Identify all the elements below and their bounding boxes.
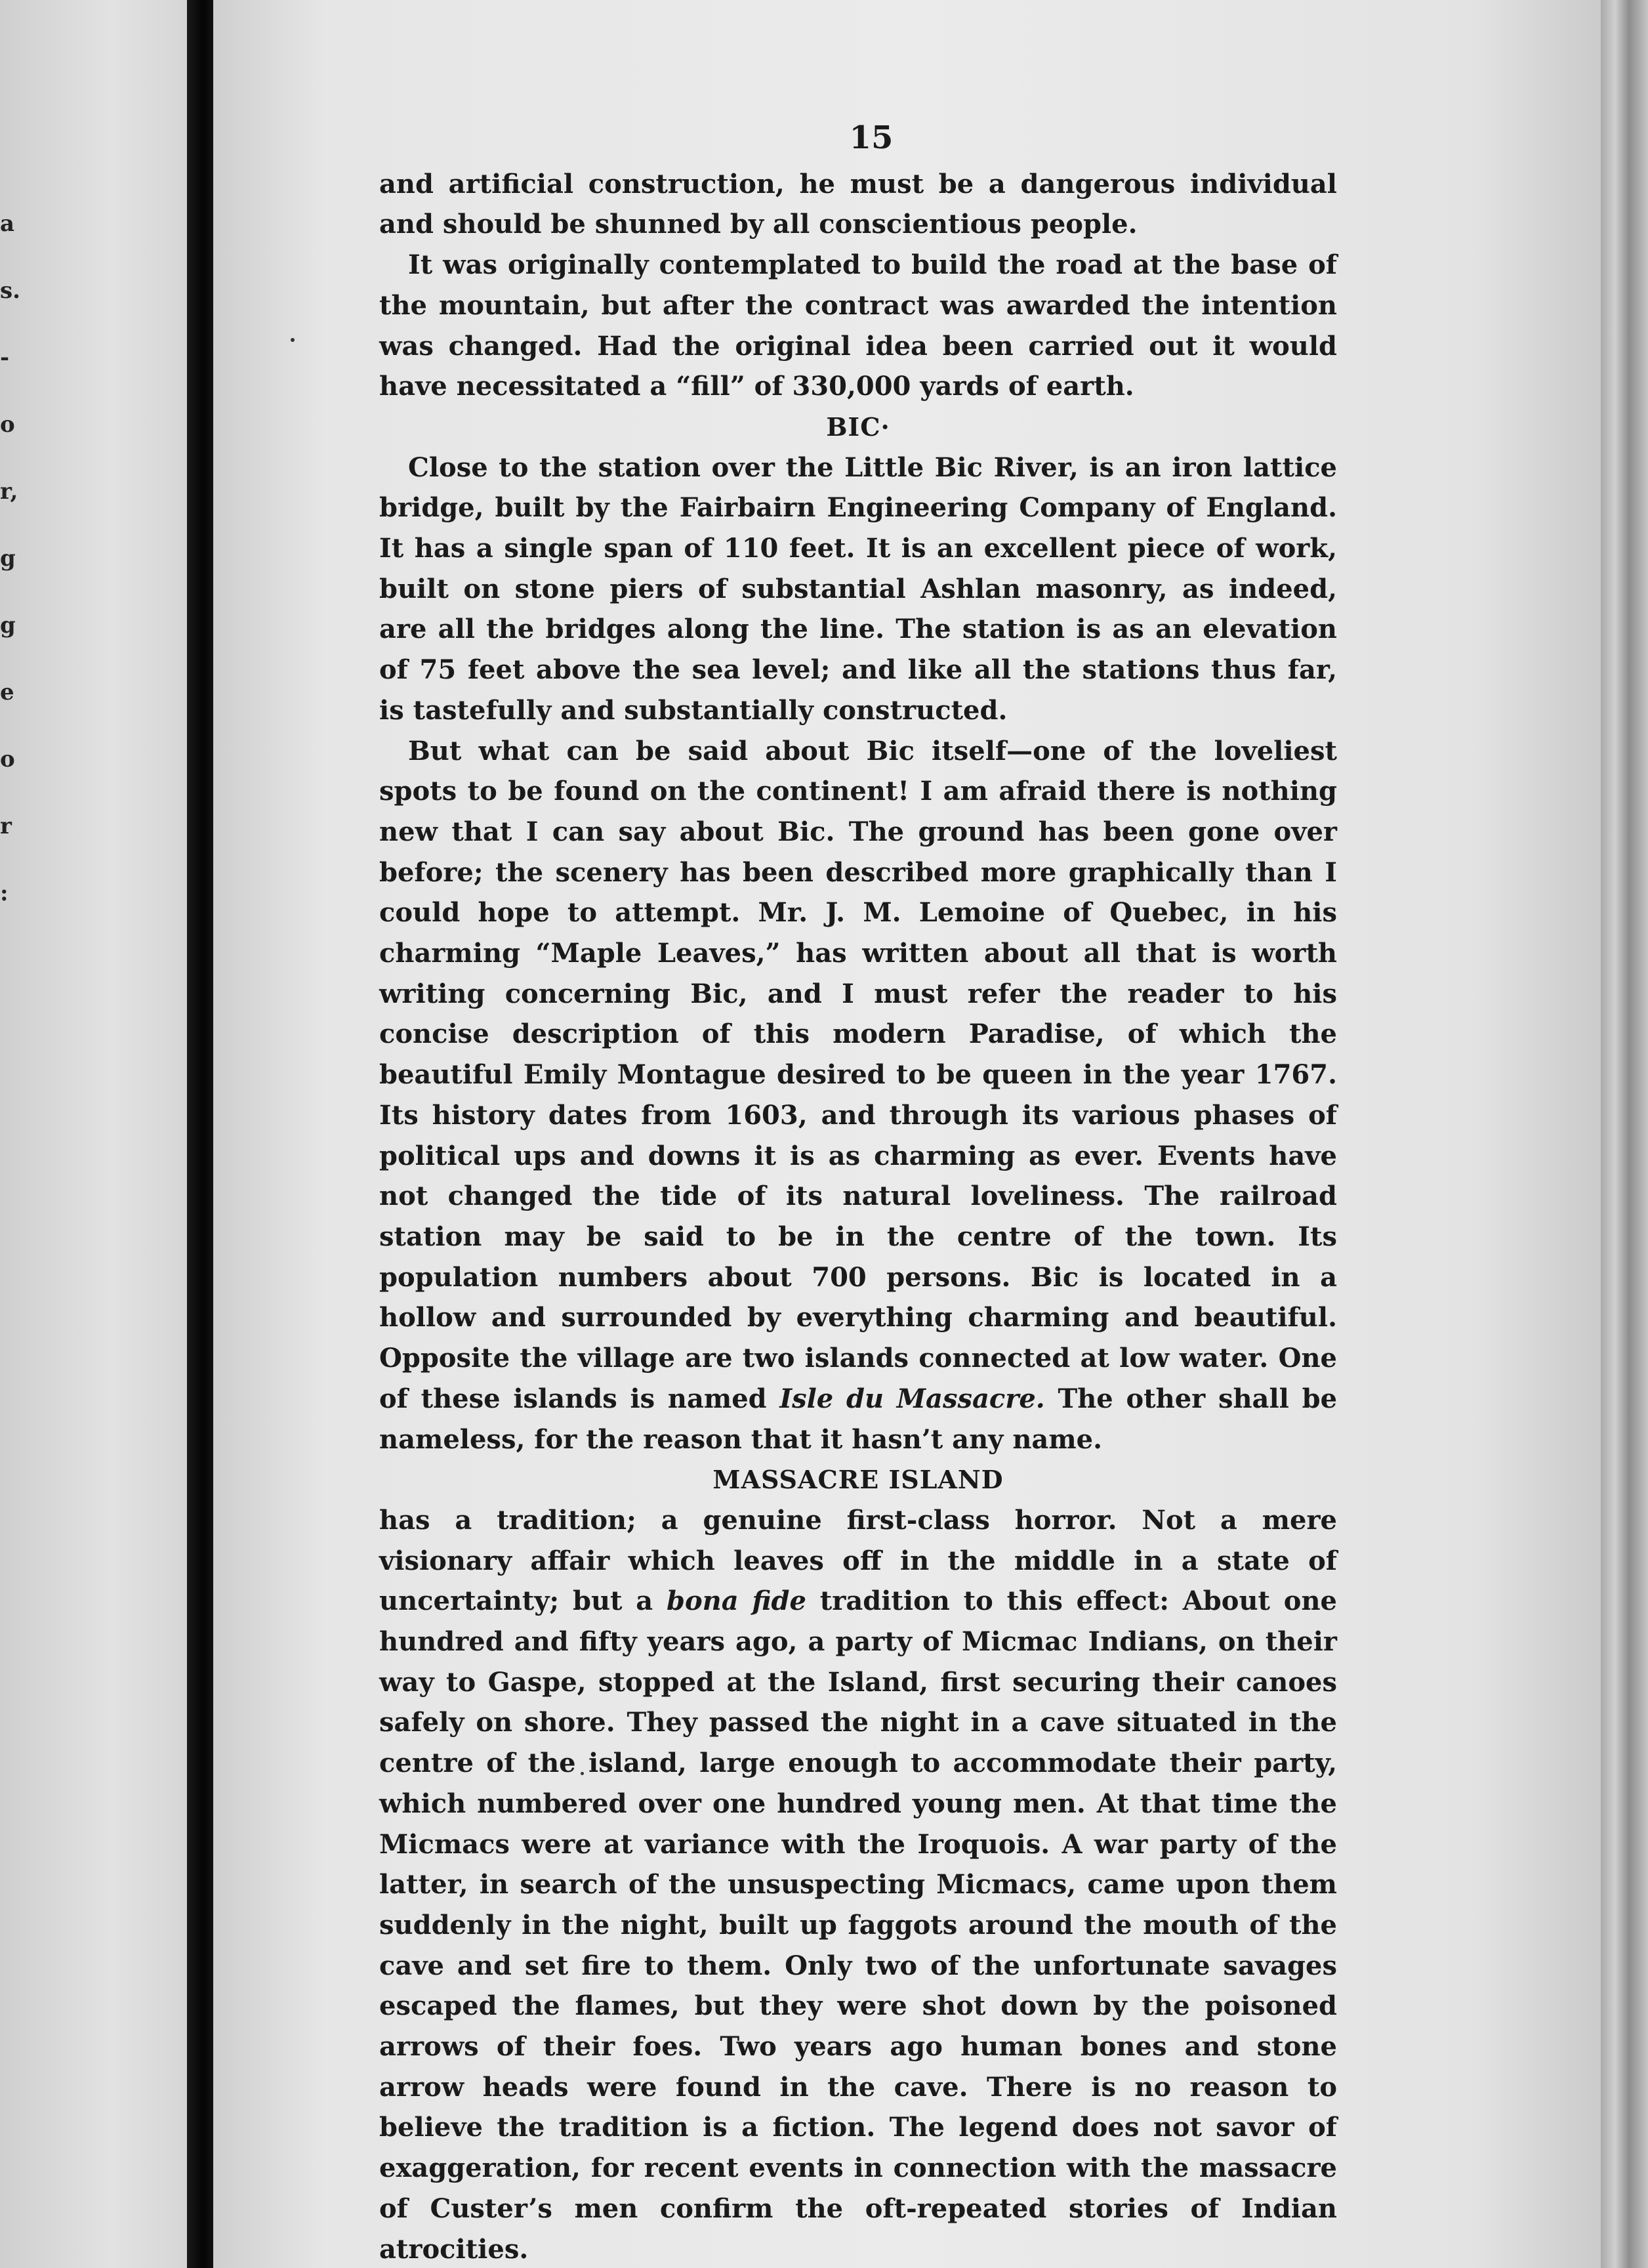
page-number: 15 [849,119,894,156]
paragraph-text: But what can be said about Bic itself—one of the loveliest spots to be found on the continent! I am afraid there is nothing new that I can say about Bic. The ground has been gone over before; the scenery has been described more graphically than I could hope to attempt. Mr. J. M. Lemoine of Quebec, in his charming “Maple Leaves,” has written about all that is worth writing concerning Bic, and I must refer the reader to his concise description of this modern Paradise, of which the beautiful Emily Montague desired to be queen in the year 1767. Its history dates from 1603, and through its various phases of political ups and downs it is as charming as ever. Events have not changed the tide of its natural loveliness. The railroad station may be said to be in the centre of the town. Its population numbers about 700 persons. Bic is located in a hollow and surrounded by everything charming and beautiful. Opposite the village are two islands connected at low water. One of these islands is named [379,735,1337,1414]
margin-letter: - [0,345,10,371]
margin-letter: o [0,746,15,772]
margin-letter: s. [0,278,20,304]
island-name: Isle du Massacre. [779,1383,1045,1414]
paragraph [379,731,1337,1460]
section-heading-bic: BIC· [826,411,890,442]
margin-letter: g [0,545,16,572]
margin-letter: e [0,679,14,705]
paragraph: It was originally contemplated to build the road at the base of the mountain, but after the contract was awarded the intention was changed. Had the original idea been carried out it would have necessitated a “fill” of 330,000 yards of earth. [379,249,1337,402]
margin-letter: r [0,813,12,839]
book-gutter [187,0,213,2268]
margin-letter: r, [0,478,18,505]
dust-speck [291,338,295,342]
previous-page-edge [0,0,187,2268]
margin-letter: g [0,612,16,639]
margin-letter: a [0,211,15,237]
paragraph: Close to the station over the Little Bic River, is an iron lattice bridge, built by the Fairbairn Engineering Company of England. It has a single span of 110 feet. It is an excellent piece of work, built on stone piers of substantial Ashlan masonry, as indeed, are all the bridges along the line. The station is as an elevation of 75 feet above the sea level; and like all the stations thus far, is tastefully and substantially constructed. [379,452,1337,726]
bona-fide-italic: bona fide [667,1586,806,1617]
paragraph [379,1500,1337,2268]
page-text [379,118,1337,2268]
margin-letter: o [0,411,15,438]
margin-letter: : [0,880,9,906]
paragraph: and artificial construction, he must be a dangerous individual and should be shunned by all conscientious people. [379,168,1337,240]
paragraph-text: has a tradition; a genuine first-class horror. Not a mere visionary affair which leaves off in the middle in a state of uncertainty; but a [379,1504,1337,1617]
section-heading-massacre-island: MASSACRE ISLAND [712,1465,1004,1495]
paragraph-text: tradition to this effect: About one hundred and fifty years ago, a party of Micmac Indians, on their way to Gaspe, stopped at the Island, first securing their canoes safely on shore. They passed the night in a cave situated in the centre of the island, large enough to accommodate their party, which numbered over one hundred young men. At that time the Micmacs were at variance with the Iroquois. A war party of the latter, in search of the unsuspecting Micmacs, came upon them suddenly in the night, built up faggots around the mouth of the cave and set fire to them. Only two of the unfortunate savages escaped the flames, but they were shot down by the poisoned arrows of their foes. Two years ago human bones and stone arrow heads were found in the cave. There is no reason to believe the tradition is a fiction. The legend does not savor of exaggeration, for recent events in connection with the massacre of Custer’s men confirm the oft-repeated stories of Indian atrocities. [379,1586,1338,2265]
page-stack-edge [1601,0,1648,2268]
previous-page-margin-letters [0,190,20,927]
paragraph-text: The other shall be nameless, for the reason that it hasn’t any name. [379,1383,1338,1455]
